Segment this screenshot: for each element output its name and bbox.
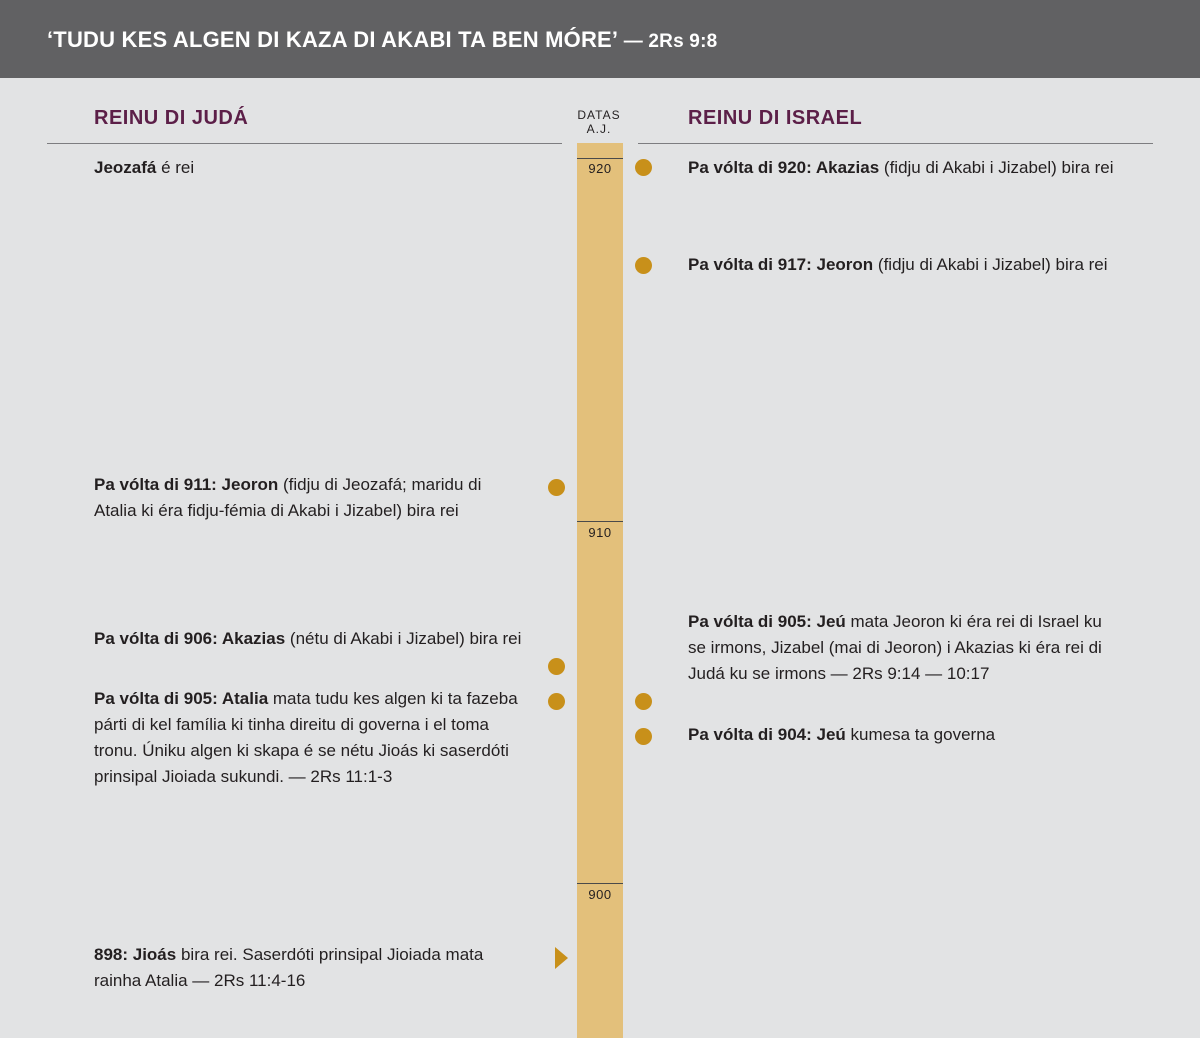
entry-bold: 898: Jioás	[94, 945, 177, 964]
israel-marker-917	[635, 257, 652, 274]
entry-bold: Pa vólta di 905: Jeú	[688, 612, 846, 631]
juda-heading-rule	[47, 143, 562, 144]
israel-entry-920	[688, 155, 1118, 181]
juda-marker-911	[548, 479, 565, 496]
israel-entry-917	[688, 252, 1118, 278]
juda-entry-906	[94, 626, 524, 652]
dates-heading-line1: DATAS	[577, 108, 621, 122]
entry-text: (fidju di Jeozafá; maridu di Atalia ki éra fidju-fémia di Akabi i Jizabel) bira rei	[94, 475, 482, 520]
israel-column-heading: REINU DI ISRAEL	[688, 107, 863, 129]
entry-text: kumesa ta governa	[845, 725, 996, 744]
juda-marker-906	[548, 658, 565, 675]
tick-label-900: 900	[588, 887, 612, 902]
title-text: ‘TUDU KES ALGEN DI KAZA DI AKABI TA BEN MÓRE’	[47, 27, 619, 52]
israel-marker-904	[635, 728, 652, 745]
tick-line-900	[577, 883, 623, 884]
juda-column-heading: REINU DI JUDÁ	[94, 107, 249, 129]
juda-entry-898	[94, 942, 524, 994]
israel-heading-rule	[638, 143, 1153, 144]
header-banner	[0, 0, 1200, 78]
dates-heading	[576, 108, 622, 136]
timeline-bar	[577, 143, 623, 1038]
tick-label-920: 920	[588, 161, 612, 176]
israel-marker-920	[635, 159, 652, 176]
entry-bold: Pa vólta di 906: Akazias	[94, 629, 286, 648]
juda-arrow-898	[555, 947, 568, 969]
israel-entry-905	[688, 609, 1118, 687]
juda-entry-905	[94, 686, 524, 790]
entry-text: (fidju di Akabi i Jizabel) bira rei	[873, 255, 1108, 274]
tick-line-910	[577, 521, 623, 522]
entry-text: bira rei. Saserdóti prinsipal Jioiada mata rainha Atalia — 2Rs 11:4-16	[94, 945, 484, 990]
entry-bold: Pa vólta di 904: Jeú	[688, 725, 846, 744]
israel-marker-905	[635, 693, 652, 710]
entry-text: (nétu di Akabi i Jizabel) bira rei	[285, 629, 522, 648]
juda-marker-905	[548, 693, 565, 710]
entry-bold: Pa vólta di 920: Akazias	[688, 158, 880, 177]
tick-line-920	[577, 158, 623, 159]
entry-text: é rei	[156, 158, 195, 177]
title-reference: — 2Rs 9:8	[618, 31, 718, 52]
entry-bold: Pa vólta di 917: Jeoron	[688, 255, 874, 274]
entry-bold: Pa vólta di 911: Jeoron	[94, 475, 279, 494]
entry-bold: Jeozafá	[94, 158, 157, 177]
entry-text: (fidju di Akabi i Jizabel) bira rei	[879, 158, 1114, 177]
tick-label-910: 910	[588, 525, 612, 540]
entry-bold: Pa vólta di 905: Atalia	[94, 689, 269, 708]
dates-heading-line2: A.J.	[586, 122, 612, 136]
israel-entry-904	[688, 722, 1118, 748]
page-title	[47, 27, 717, 53]
entry-text: mata tudu kes algen ki ta fazeba párti di kel família ki tinha direitu di governa i el toma tronu. Úniku algen ki skapa é se nétu Jioás ki saserdóti prinsipal Jioiada sukundi. — 2Rs 11:1-3	[94, 689, 518, 786]
juda-entry-jeozafa	[94, 155, 524, 181]
juda-entry-911	[94, 472, 524, 524]
entry-text: mata Jeoron ki éra rei di Israel ku se irmons, Jizabel (mai di Jeoron) i Akazias ki éra rei di Judá ku se irmons — 2Rs 9:14 — 10:17	[688, 612, 1102, 683]
